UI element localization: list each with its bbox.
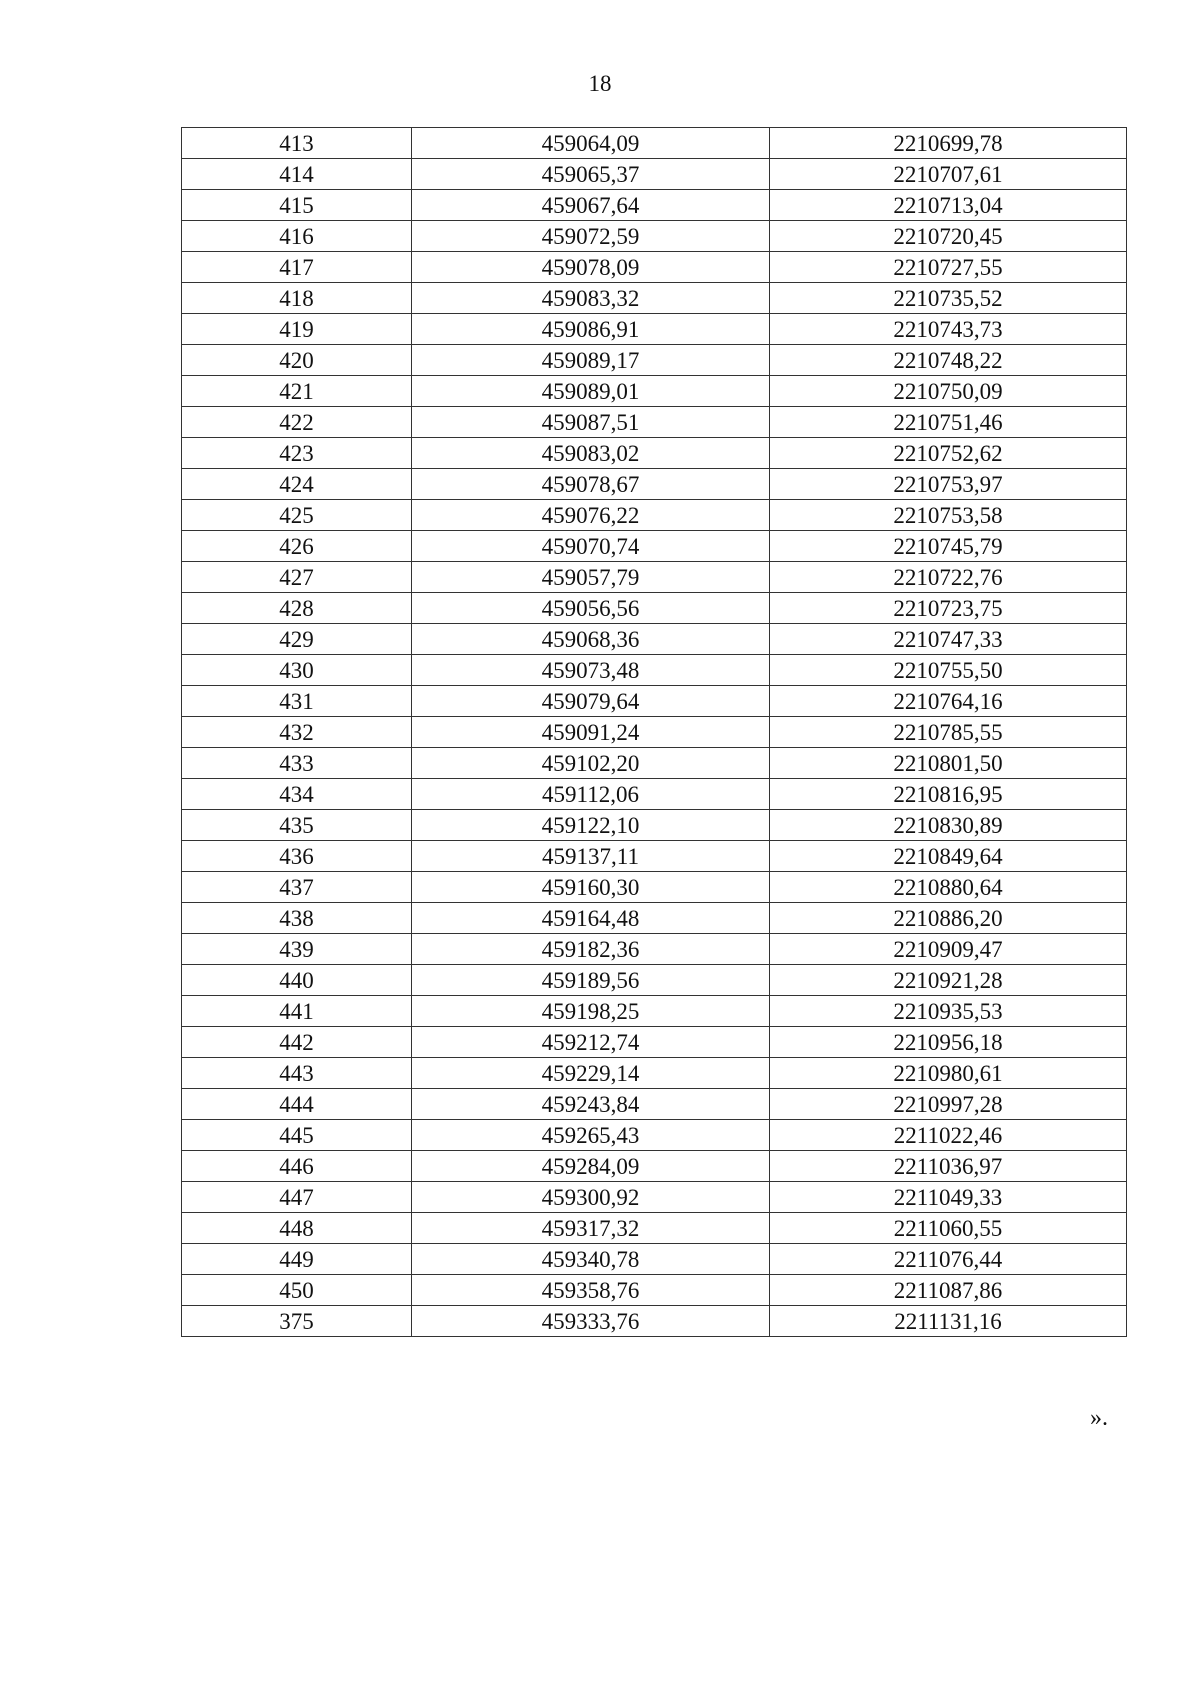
y-coordinate-cell: 2210753,97 [770, 469, 1127, 500]
point-number-cell: 415 [182, 190, 412, 221]
table-row [182, 1306, 1127, 1337]
x-coordinate-cell: 459182,36 [412, 934, 770, 965]
x-coordinate-cell: 459087,51 [412, 407, 770, 438]
table-row [182, 1182, 1127, 1213]
table-row [182, 500, 1127, 531]
point-number-cell: 440 [182, 965, 412, 996]
y-coordinate-cell: 2210816,95 [770, 779, 1127, 810]
y-coordinate-cell: 2210880,64 [770, 872, 1127, 903]
table-row [182, 562, 1127, 593]
coordinates-table-body [182, 128, 1127, 1337]
x-coordinate-cell: 459091,24 [412, 717, 770, 748]
table-row [182, 1120, 1127, 1151]
x-coordinate-cell: 459079,64 [412, 686, 770, 717]
point-number-cell: 445 [182, 1120, 412, 1151]
x-coordinate-cell: 459137,11 [412, 841, 770, 872]
table-row [182, 1213, 1127, 1244]
x-coordinate-cell: 459198,25 [412, 996, 770, 1027]
x-coordinate-cell: 459057,79 [412, 562, 770, 593]
y-coordinate-cell: 2210935,53 [770, 996, 1127, 1027]
point-number-cell: 423 [182, 438, 412, 469]
y-coordinate-cell: 2210801,50 [770, 748, 1127, 779]
y-coordinate-cell: 2210722,76 [770, 562, 1127, 593]
x-coordinate-cell: 459164,48 [412, 903, 770, 934]
x-coordinate-cell: 459265,43 [412, 1120, 770, 1151]
x-coordinate-cell: 459317,32 [412, 1213, 770, 1244]
x-coordinate-cell: 459076,22 [412, 500, 770, 531]
y-coordinate-cell: 2210849,64 [770, 841, 1127, 872]
x-coordinate-cell: 459078,09 [412, 252, 770, 283]
table-row [182, 903, 1127, 934]
table-row [182, 159, 1127, 190]
y-coordinate-cell: 2210921,28 [770, 965, 1127, 996]
table-row [182, 1027, 1127, 1058]
x-coordinate-cell: 459056,56 [412, 593, 770, 624]
x-coordinate-cell: 459086,91 [412, 314, 770, 345]
x-coordinate-cell: 459064,09 [412, 128, 770, 159]
point-number-cell: 444 [182, 1089, 412, 1120]
point-number-cell: 429 [182, 624, 412, 655]
x-coordinate-cell: 459243,84 [412, 1089, 770, 1120]
x-coordinate-cell: 459068,36 [412, 624, 770, 655]
y-coordinate-cell: 2210764,16 [770, 686, 1127, 717]
point-number-cell: 420 [182, 345, 412, 376]
table-row [182, 283, 1127, 314]
y-coordinate-cell: 2210723,75 [770, 593, 1127, 624]
table-row [182, 810, 1127, 841]
point-number-cell: 419 [182, 314, 412, 345]
x-coordinate-cell: 459212,74 [412, 1027, 770, 1058]
table-row [182, 345, 1127, 376]
point-number-cell: 443 [182, 1058, 412, 1089]
table-row [182, 438, 1127, 469]
y-coordinate-cell: 2210909,47 [770, 934, 1127, 965]
x-coordinate-cell: 459070,74 [412, 531, 770, 562]
table-row [182, 872, 1127, 903]
table-row [182, 1275, 1127, 1306]
point-number-cell: 428 [182, 593, 412, 624]
x-coordinate-cell: 459122,10 [412, 810, 770, 841]
point-number-cell: 431 [182, 686, 412, 717]
y-coordinate-cell: 2210748,22 [770, 345, 1127, 376]
point-number-cell: 439 [182, 934, 412, 965]
table-row [182, 1058, 1127, 1089]
x-coordinate-cell: 459065,37 [412, 159, 770, 190]
point-number-cell: 416 [182, 221, 412, 252]
y-coordinate-cell: 2210997,28 [770, 1089, 1127, 1120]
y-coordinate-cell: 2210752,62 [770, 438, 1127, 469]
x-coordinate-cell: 459083,32 [412, 283, 770, 314]
x-coordinate-cell: 459089,17 [412, 345, 770, 376]
x-coordinate-cell: 459189,56 [412, 965, 770, 996]
y-coordinate-cell: 2210699,78 [770, 128, 1127, 159]
point-number-cell: 430 [182, 655, 412, 686]
point-number-cell: 435 [182, 810, 412, 841]
point-number-cell: 434 [182, 779, 412, 810]
page-number: 18 [588, 71, 612, 96]
x-coordinate-cell: 459358,76 [412, 1275, 770, 1306]
table-row [182, 407, 1127, 438]
table-row [182, 1244, 1127, 1275]
table-row [182, 841, 1127, 872]
table-row [182, 1151, 1127, 1182]
x-coordinate-cell: 459160,30 [412, 872, 770, 903]
table-row [182, 221, 1127, 252]
x-coordinate-cell: 459067,64 [412, 190, 770, 221]
point-number-cell: 441 [182, 996, 412, 1027]
point-number-cell: 425 [182, 500, 412, 531]
table-row [182, 593, 1127, 624]
point-number-cell: 413 [182, 128, 412, 159]
point-number-cell: 427 [182, 562, 412, 593]
table-row [182, 314, 1127, 345]
point-number-cell: 414 [182, 159, 412, 190]
y-coordinate-cell: 2211060,55 [770, 1213, 1127, 1244]
point-number-cell: 422 [182, 407, 412, 438]
point-number-cell: 421 [182, 376, 412, 407]
y-coordinate-cell: 2210747,33 [770, 624, 1127, 655]
y-coordinate-cell: 2211076,44 [770, 1244, 1127, 1275]
table-row [182, 748, 1127, 779]
point-number-cell: 450 [182, 1275, 412, 1306]
point-number-cell: 449 [182, 1244, 412, 1275]
y-coordinate-cell: 2210713,04 [770, 190, 1127, 221]
x-coordinate-cell: 459340,78 [412, 1244, 770, 1275]
y-coordinate-cell: 2211036,97 [770, 1151, 1127, 1182]
table-row [182, 128, 1127, 159]
y-coordinate-cell: 2211049,33 [770, 1182, 1127, 1213]
point-number-cell: 437 [182, 872, 412, 903]
y-coordinate-cell: 2211131,16 [770, 1306, 1127, 1337]
x-coordinate-cell: 459083,02 [412, 438, 770, 469]
x-coordinate-cell: 459102,20 [412, 748, 770, 779]
y-coordinate-cell: 2210720,45 [770, 221, 1127, 252]
y-coordinate-cell: 2210745,79 [770, 531, 1127, 562]
table-row [182, 717, 1127, 748]
y-coordinate-cell: 2210956,18 [770, 1027, 1127, 1058]
y-coordinate-cell: 2210727,55 [770, 252, 1127, 283]
coordinates-table [181, 127, 1127, 1337]
point-number-cell: 424 [182, 469, 412, 500]
y-coordinate-cell: 2210707,61 [770, 159, 1127, 190]
table-row [182, 934, 1127, 965]
y-coordinate-cell: 2210743,73 [770, 314, 1127, 345]
table-row [182, 531, 1127, 562]
point-number-cell: 446 [182, 1151, 412, 1182]
x-coordinate-cell: 459089,01 [412, 376, 770, 407]
point-number-cell: 438 [182, 903, 412, 934]
x-coordinate-cell: 459333,76 [412, 1306, 770, 1337]
y-coordinate-cell: 2210785,55 [770, 717, 1127, 748]
table-row [182, 376, 1127, 407]
point-number-cell: 417 [182, 252, 412, 283]
table-row [182, 624, 1127, 655]
table-row [182, 469, 1127, 500]
table-row [182, 252, 1127, 283]
y-coordinate-cell: 2210735,52 [770, 283, 1127, 314]
x-coordinate-cell: 459073,48 [412, 655, 770, 686]
point-number-cell: 426 [182, 531, 412, 562]
y-coordinate-cell: 2210755,50 [770, 655, 1127, 686]
point-number-cell: 448 [182, 1213, 412, 1244]
y-coordinate-cell: 2211022,46 [770, 1120, 1127, 1151]
y-coordinate-cell: 2210886,20 [770, 903, 1127, 934]
table-row [182, 686, 1127, 717]
table-row [182, 965, 1127, 996]
y-coordinate-cell: 2210980,61 [770, 1058, 1127, 1089]
point-number-cell: 432 [182, 717, 412, 748]
y-coordinate-cell: 2211087,86 [770, 1275, 1127, 1306]
x-coordinate-cell: 459078,67 [412, 469, 770, 500]
x-coordinate-cell: 459284,09 [412, 1151, 770, 1182]
table-row [182, 996, 1127, 1027]
table-row [182, 1089, 1127, 1120]
point-number-cell: 447 [182, 1182, 412, 1213]
x-coordinate-cell: 459229,14 [412, 1058, 770, 1089]
table-row [182, 190, 1127, 221]
closing-quote-mark: ». [1090, 1405, 1108, 1431]
x-coordinate-cell: 459072,59 [412, 221, 770, 252]
point-number-cell: 433 [182, 748, 412, 779]
y-coordinate-cell: 2210751,46 [770, 407, 1127, 438]
point-number-cell: 418 [182, 283, 412, 314]
point-number-cell: 442 [182, 1027, 412, 1058]
x-coordinate-cell: 459300,92 [412, 1182, 770, 1213]
point-number-cell: 375 [182, 1306, 412, 1337]
y-coordinate-cell: 2210753,58 [770, 500, 1127, 531]
y-coordinate-cell: 2210830,89 [770, 810, 1127, 841]
x-coordinate-cell: 459112,06 [412, 779, 770, 810]
table-row [182, 655, 1127, 686]
y-coordinate-cell: 2210750,09 [770, 376, 1127, 407]
point-number-cell: 436 [182, 841, 412, 872]
table-row [182, 779, 1127, 810]
